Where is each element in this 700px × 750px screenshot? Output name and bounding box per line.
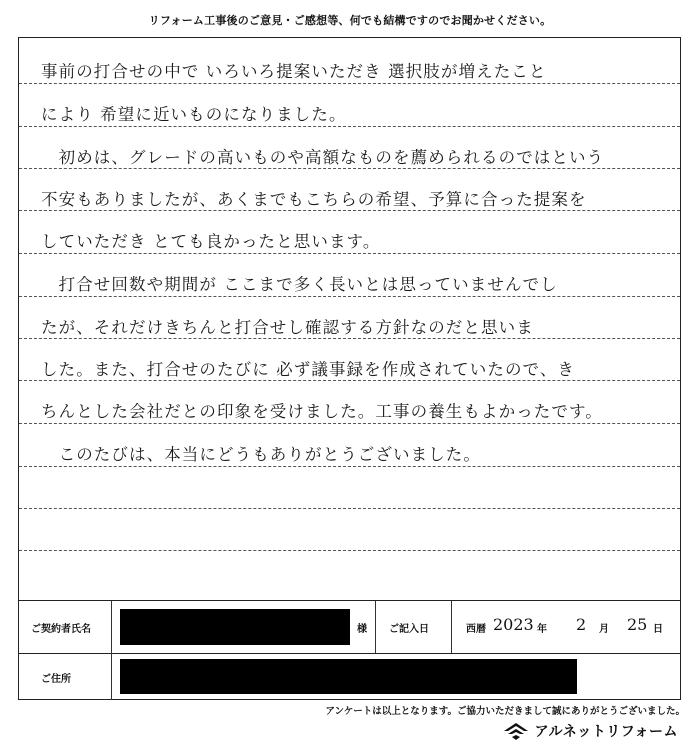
era-label: 西暦: [466, 624, 486, 635]
year-unit: 年: [537, 624, 547, 635]
cell-divider: [451, 601, 452, 653]
ruled-line: [19, 423, 680, 424]
handwritten-line: 打合せ回数や期間が ここまで多く長いとは思っていませんでし: [41, 275, 558, 294]
name-date-row: [19, 601, 680, 654]
ruled-line: [19, 338, 680, 339]
day-value: 25: [627, 615, 648, 634]
comment-form-frame: [18, 37, 681, 700]
address-label: ご住所: [41, 674, 71, 685]
cell-divider: [111, 653, 112, 700]
survey-header: リフォーム工事後のご意見・ご感想等、何でも結構ですのでお聞かせください。: [148, 14, 552, 27]
month-unit: 月: [599, 624, 609, 635]
comment-lines: [19, 38, 680, 598]
ruled-line: [19, 83, 680, 84]
handwritten-line: 初めは、グレードの高いものや高額なものを薦められるのではという: [41, 148, 605, 167]
honorific-label: 様: [357, 624, 367, 635]
ruled-line: [19, 210, 680, 211]
handwritten-line: このたびは、本当にどうもありがとうございました。: [41, 445, 481, 464]
logo-text: アルネットリフォーム: [534, 724, 678, 740]
ruled-line: [19, 466, 680, 467]
handwritten-line: 事前の打合せの中で いろいろ提案いただき 選択肢が増えたこと: [41, 62, 547, 81]
handwritten-line: たが、それだけきちんと打合せし確認する方針なのだと思いま: [41, 318, 534, 337]
ruled-line: [19, 168, 680, 169]
handwritten-line: により 希望に近いものになりました。: [41, 105, 347, 124]
footer-note: アンケートは以上となります。ご協力いただきまして誠にありがとうございました。: [325, 706, 685, 717]
ruled-line: [19, 126, 680, 127]
month-value: 2: [576, 615, 587, 634]
cell-divider: [375, 601, 376, 653]
arnet-logo-icon: [503, 721, 529, 741]
redacted-address: [120, 659, 577, 694]
ruled-line: [19, 508, 680, 509]
name-label: ご契約者氏名: [31, 624, 91, 635]
company-logo: [503, 720, 678, 742]
handwritten-line: した。また、打合せのたびに 必ず議事録を作成されていたので、き: [41, 360, 576, 379]
handwritten-line: していただき とても良かったと思います。: [41, 232, 381, 251]
year-value: 2023: [493, 615, 534, 634]
day-unit: 日: [653, 624, 663, 635]
redacted-name: [120, 609, 350, 645]
handwritten-line: 不安もありましたが、あくまでもこちらの希望、予算に合った提案を: [41, 190, 587, 209]
ruled-line: [19, 253, 680, 254]
date-label: ご記入日: [389, 624, 429, 635]
ruled-line: [19, 296, 680, 297]
address-row: [19, 653, 680, 700]
ruled-line: [19, 550, 680, 551]
handwritten-line: ちんとした会社だとの印象を受けました。工事の養生もよかったです。: [41, 402, 603, 421]
ruled-line: [19, 380, 680, 381]
cell-divider: [111, 601, 112, 653]
contact-info-form: [19, 600, 680, 700]
